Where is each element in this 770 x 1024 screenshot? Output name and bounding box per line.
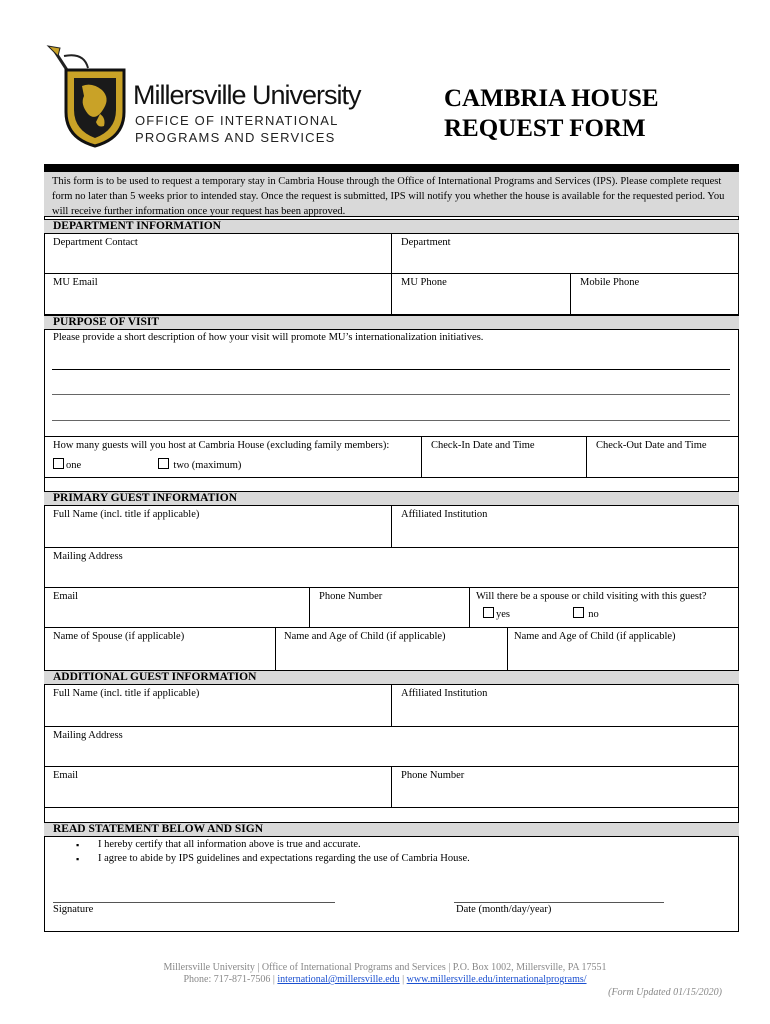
purpose-line-3[interactable] [52,420,730,421]
date-label: Date (month/day/year) [456,904,552,915]
child-1-field[interactable] [276,628,508,670]
footer-separator: | [402,974,405,985]
option-one-label: one [66,460,82,471]
checkout-field[interactable] [587,437,739,477]
mobile-phone-field[interactable] [571,274,739,315]
form-top-bar [44,164,739,172]
department-section-heading: DEPARTMENT INFORMATION [44,219,739,234]
university-name: Millersville University [133,80,361,110]
primary-guest-section-heading: PRIMARY GUEST INFORMATION [44,491,739,506]
department-field[interactable] [392,234,739,274]
additional-full-name-label: Full Name (incl. title if applicable) [53,688,200,699]
date-line[interactable] [454,902,664,903]
purpose-prompt: Please provide a short description of how your visit will promote MU’s internationalization initiatives. [53,332,484,343]
checkin-label: Check-In Date and Time [431,440,535,451]
no-option[interactable] [573,609,599,620]
primary-email-field[interactable] [44,588,310,628]
spouse-child-question: Will there be a spouse or child visiting with this guest? [476,591,707,602]
footer-address: Millersville University | Office of International Programs and Services | P.O. Box 1002, Millersville, PA 17551 [163,962,607,973]
purpose-line-1[interactable] [52,369,730,370]
primary-institution-field[interactable] [392,506,739,548]
signature-line[interactable] [53,902,335,903]
footer-phone: Phone: 717-871-7506 | [183,974,275,985]
child-1-label: Name and Age of Child (if applicable) [284,631,446,642]
purpose-section-heading: PURPOSE OF VISIT [44,315,739,330]
checkout-label: Check-Out Date and Time [596,440,707,451]
additional-mailing-label: Mailing Address [53,730,123,741]
statement-bullet-2: I agree to abide by IPS guidelines and expectations regarding the use of Cambria House. [98,853,470,864]
primary-phone-field[interactable] [310,588,470,628]
primary-full-name-label: Full Name (incl. title if applicable) [53,509,200,520]
mobile-phone-label: Mobile Phone [580,277,640,288]
guests-question: How many guests will you host at Cambria House (excluding family members): [53,440,390,451]
department-contact-label: Department Contact [53,237,138,248]
primary-email-label: Email [53,591,79,602]
signature-label: Signature [53,904,94,915]
section-gap [44,477,739,491]
checkbox-no[interactable] [573,607,584,618]
primary-phone-label: Phone Number [319,591,383,602]
primary-mailing-field[interactable] [44,548,739,588]
guests-one-option[interactable] [53,460,81,471]
no-label: no [588,609,599,620]
checkin-field[interactable] [422,437,587,477]
form-title-line2: REQUEST FORM [444,115,646,142]
primary-institution-label: Affiliated Institution [401,509,488,520]
additional-email-label: Email [53,770,79,781]
mu-phone-field[interactable] [392,274,571,315]
spouse-child-question-field [470,588,739,628]
child-2-label: Name and Age of Child (if applicable) [514,631,676,642]
checkbox-yes[interactable] [483,607,494,618]
yes-option[interactable] [483,609,510,620]
checkbox-one[interactable] [53,458,64,469]
guests-count-field [44,437,422,477]
bullet-2: ▪ [76,854,80,864]
guests-two-option[interactable] [158,460,242,471]
office-name-line2: PROGRAMS AND SERVICES [135,130,336,145]
additional-guest-section-heading: ADDITIONAL GUEST INFORMATION [44,670,739,685]
spouse-name-label: Name of Spouse (if applicable) [53,631,185,642]
option-two-label: two (maximum) [173,460,242,471]
checkbox-two[interactable] [158,458,169,469]
spouse-name-field[interactable] [44,628,276,670]
additional-mailing-field[interactable] [44,727,739,767]
primary-full-name-field[interactable] [44,506,392,548]
additional-email-field[interactable] [44,767,392,808]
mu-email-label: MU Email [53,277,98,288]
department-contact-field[interactable] [44,234,392,274]
additional-phone-label: Phone Number [401,770,465,781]
footer-website-link[interactable]: www.millersville.edu/internationalprograms/ [406,974,587,985]
mu-phone-label: MU Phone [401,277,447,288]
statement-section-heading: READ STATEMENT BELOW AND SIGN [44,822,739,837]
form-updated-date: (Form Updated 01/15/2020) [608,987,722,998]
bullet-1: ▪ [76,840,80,850]
primary-mailing-label: Mailing Address [53,551,123,562]
footer-contact [0,974,770,985]
form-title-line1: CAMBRIA HOUSE [444,85,659,112]
mu-email-field[interactable] [44,274,392,315]
office-name-line1: OFFICE OF INTERNATIONAL [135,113,339,128]
statement-bullet-1: I hereby certify that all information above is true and accurate. [98,839,361,850]
additional-phone-field[interactable] [392,767,739,808]
intro-text: This form is to be used to request a temporary stay in Cambria House through the Office of International Programs and Services (IPS). Please complete request form no later than 5 weeks prior to intended stay. Once the request is submitted, IPS will notify you whether the house is available for the requested period. You will receive further information once your request has been approved. [44,172,739,217]
purpose-line-2[interactable] [52,394,730,395]
footer-email-link[interactable]: international@millersville.edu [277,974,400,985]
yes-label: yes [496,609,510,620]
department-label: Department [401,237,451,248]
additional-institution-label: Affiliated Institution [401,688,488,699]
child-2-field[interactable] [508,628,739,670]
additional-institution-field[interactable] [392,685,739,727]
additional-full-name-field[interactable] [44,685,392,727]
